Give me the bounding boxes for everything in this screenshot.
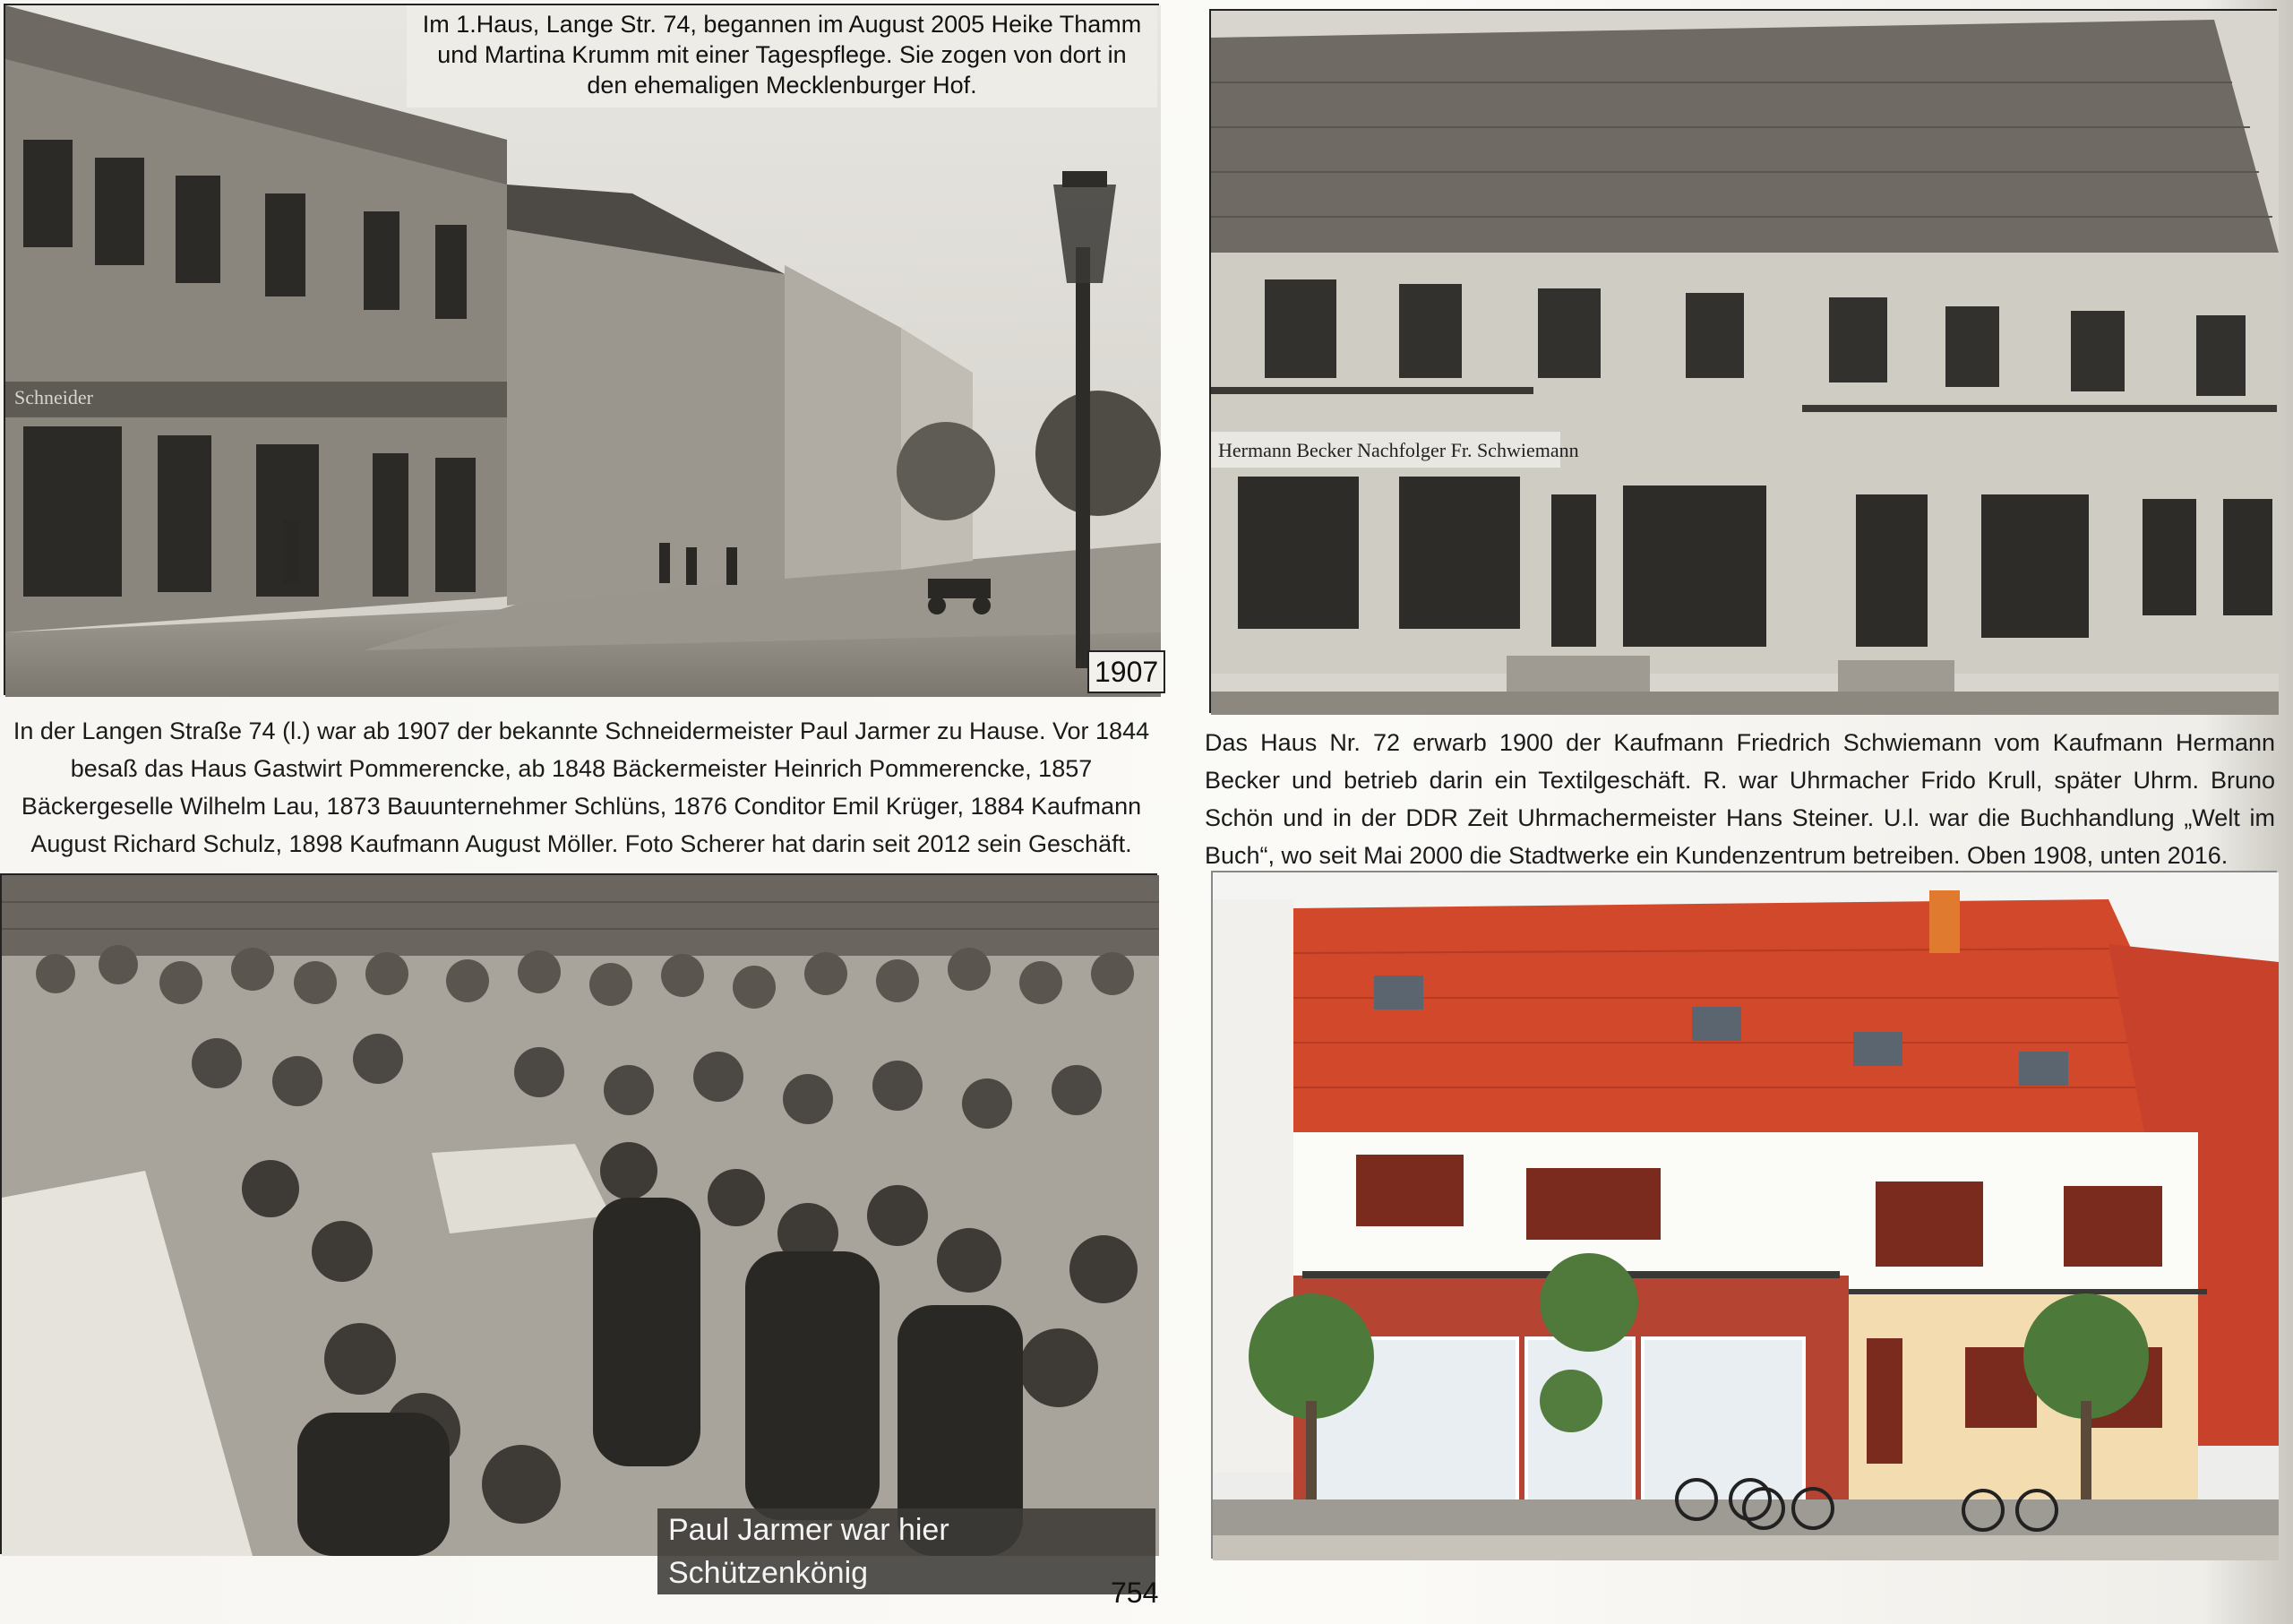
photo-haus-nr-72-2016 <box>1211 871 2277 1559</box>
caption-haus-nr-72: Das Haus Nr. 72 erwarb 1900 der Kaufmann Friedrich Schwiemann vom Kaufmann Hermann Becker und betrieb darin ein Textilgeschäft. R. war Uhrmacher Frido Krull, später Uhrm. Bruno Schön und in der DDR Zeit Uhrmachermeister Hans Steiner. U.l. war die Buchhandlung „Welt im Buch“, wo seit Mai 2000 die Stadtwerke ein Kundenzentrum betreiben. Oben 1908, unten 2016. <box>1205 729 2275 869</box>
photo-overlay-caption: Im 1.Haus, Lange Str. 74, begannen im August 2005 Heike Thamm und Martina Krumm mit einer Tagespflege. Sie zogen von dort in den ehemaligen Mecklenburger Hof. <box>407 5 1157 107</box>
crowd-illustration <box>2 875 1159 1556</box>
shop-sign-text: Hermann Becker Nachfolger Fr. Schwiemann <box>1218 439 1579 461</box>
photo-label-schuetzenkoenig: Paul Jarmer war hier Schützenkönig <box>657 1508 1155 1594</box>
year-badge: 1907 <box>1087 650 1165 693</box>
photo-schuetzenfest <box>0 873 1157 1590</box>
photo-lange-strasse-1907 <box>4 4 1159 695</box>
street-scene-illustration <box>5 5 1161 697</box>
photo-haus-nr-72-1908 <box>1209 9 2277 713</box>
shop-sign-text: Schneider <box>14 386 93 408</box>
house-2016-illustration <box>1213 872 2279 1560</box>
page-number: 754 <box>1111 1577 1159 1609</box>
house-1908-illustration <box>1211 11 2279 715</box>
caption-lange-strasse-74: In der Langen Straße 74 (l.) war ab 1907 der bekannte Schneidermeister Paul Jarmer zu Hause. Vor 1844 besaß das Haus Gastwirt Pommerencke, ab 1848 Bäckermeister Heinrich Pommerencke, 1857 Bäckergeselle Wilhelm Lau, 1873 Bauunternehmer Schlüns, 1876 Conditor Emil Krüger, 1884 Kaufmann August Richard Schulz, 1898 Kaufmann August Möller. Foto Scherer hat darin seit 2012 sein Geschäft. <box>13 717 1150 857</box>
